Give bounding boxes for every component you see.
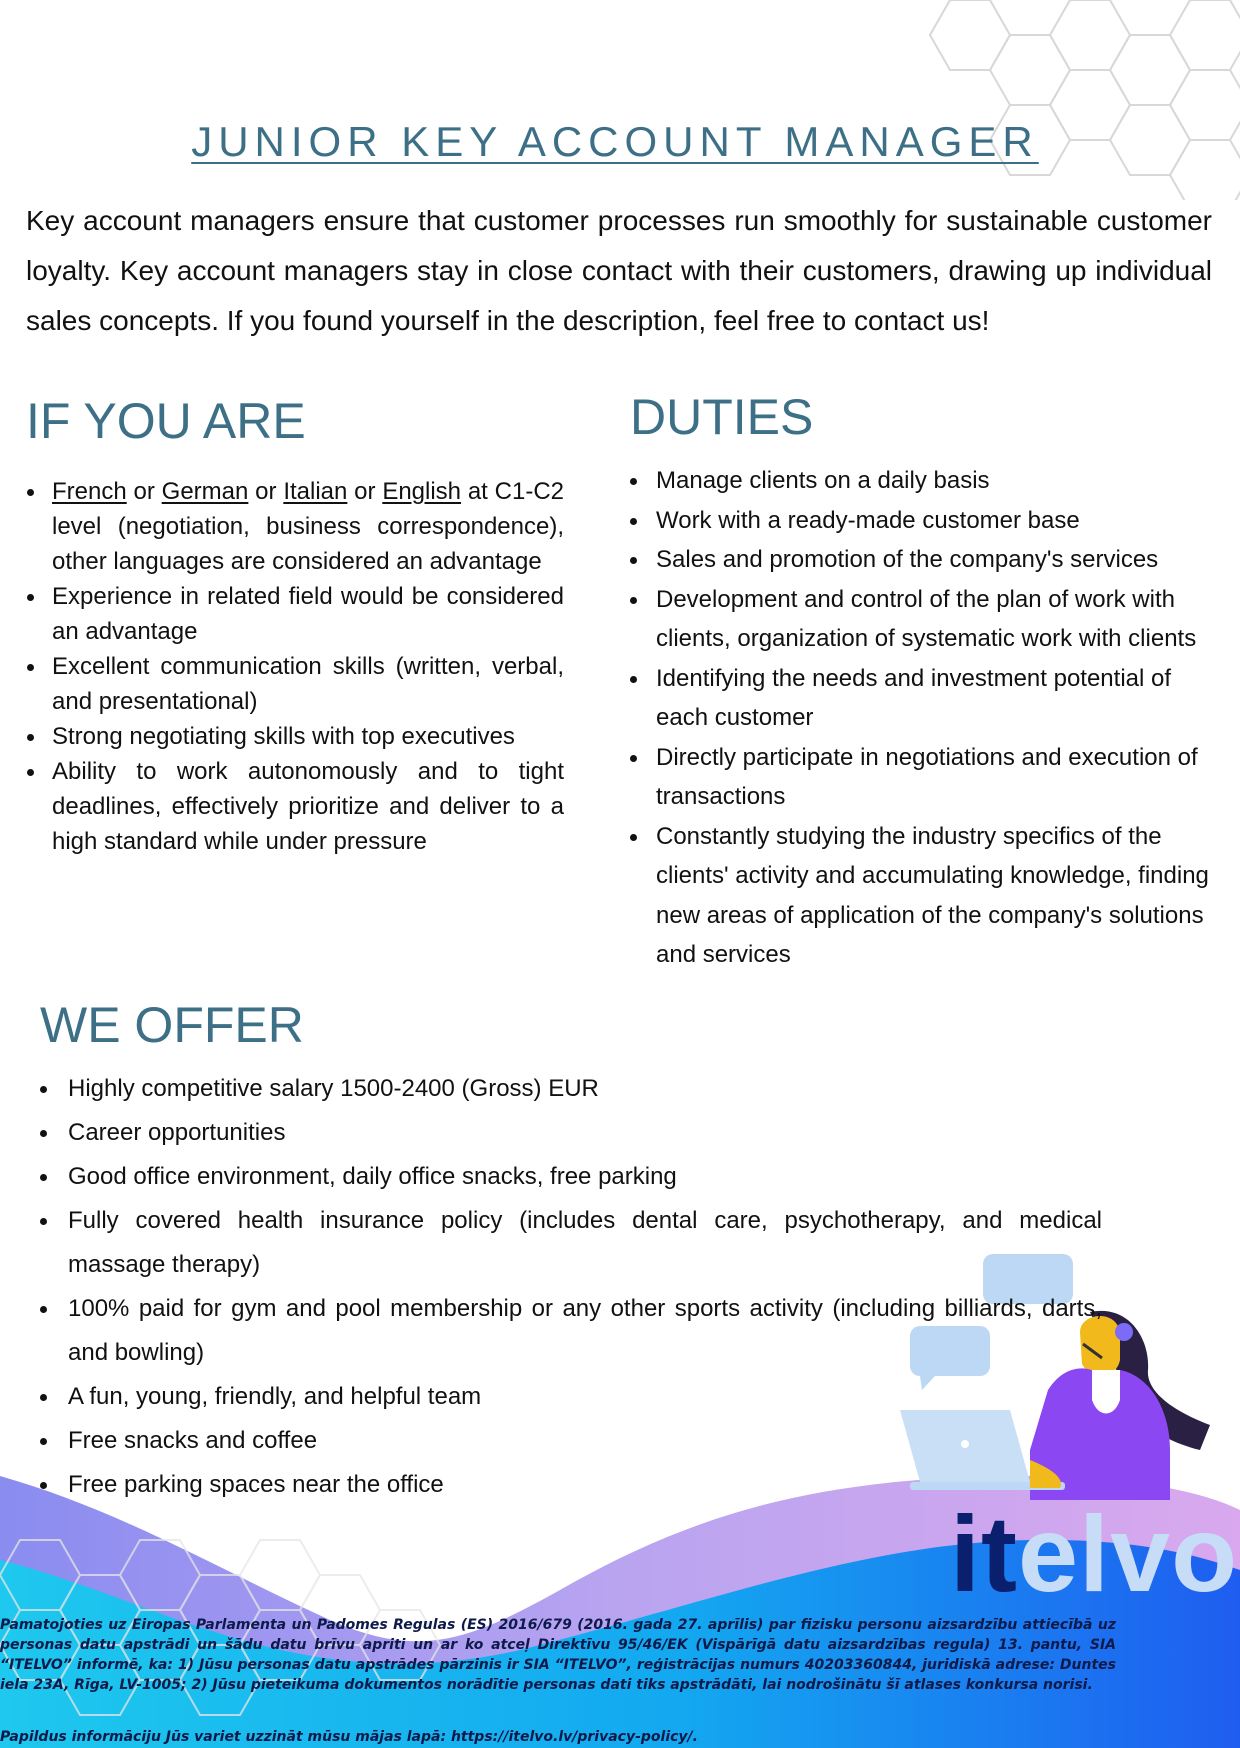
list-item: Manage clients on a daily basis [630,461,1216,501]
language-english: English [382,478,462,505]
page-title: JUNIOR KEY ACCOUNT MANAGER [191,118,1039,165]
list-item: Fully covered health insurance policy (includes dental care, psychotherapy, and medical massage therapy) [40,1199,1100,1287]
duties-heading: DUTIES [630,389,814,445]
list-item: Excellent communication skills (written, verbal, and presentational) [26,649,564,719]
privacy-policy-link-text: Papildus informāciju Jūs variet uzzināt mūsu mājas lapā: https://itelvo.lv/privacy-policy/. [0,1729,698,1745]
list-item: French or German or Italian or English at C1-C2 level (negotiation, business correspondence), other languages are considered an advantage [26,474,564,579]
if-you-are-heading: IF YOU ARE [26,393,306,449]
intro-paragraph: Key account managers ensure that customer processes run smoothly for sustainable customer loyalty. Key account managers stay in close contact with their customers, drawing up individual sales concepts. If you found yourself in the description, feel free to contact us! [26,205,1212,336]
list-item: Constantly studying the industry specifics of the clients' activity and accumulating knowledge, finding new areas of application of the company's solutions and services [630,817,1216,975]
list-item: Ability to work autonomously and to tight deadlines, effectively prioritize and deliver to a high standard while under pressure [26,754,564,859]
list-item: Directly participate in negotiations and execution of transactions [630,738,1216,817]
hexagon-pattern-decoration [910,0,1240,200]
list-item: A fun, young, friendly, and helpful team [40,1375,1100,1419]
list-item: Highly competitive salary 1500-2400 (Gross) EUR [40,1067,1100,1111]
list-item: Free snacks and coffee [40,1419,1100,1463]
privacy-notice: Pamatojoties uz Eiropas Parlamenta un Padomes Regulas (ES) 2016/679 (2016. gada 27. aprīlis) par fizisku personu aizsardzību attiecībā uz personas datu apstrādi un šādu datu brīvu apriti un ar ko atceļ Direktīvu 95/46/EK (Vispārīgā datu aizsardzības regula) 13. pantu, SIA “ITELVO” informē, ka: 1) Jūsu personas datu apstrādes pārzinis ir SIA “ITELVO”, reģistrācijas numurs 40203360844, juridiskā adrese: Duntes iela 23A, Rīga, LV-1005; 2) Jūsu pieteikuma dokumentos norādītie personas dati tiks apstrādāti, lai nodrošinātu šī atlases konkursa norisi. [0,1617,1116,1693]
list-item: Good office environment, daily office snacks, free parking [40,1155,1100,1199]
list-item: Development and control of the plan of work with clients, organization of systematic work with clients [630,580,1216,659]
we-offer-heading: WE OFFER [40,997,304,1053]
duties-list [630,461,1216,975]
language-german: German [161,478,249,505]
requirements-list [26,474,564,859]
list-item: Strong negotiating skills with top executives [26,719,564,754]
list-item: 100% paid for gym and pool membership or any other sports activity (including billiards, darts, and bowling) [40,1287,1100,1375]
benefits-list [40,1067,1100,1507]
language-french: French [52,478,127,505]
itelvo-logo: itelvo [950,1493,1239,1614]
list-item: Identifying the needs and investment potential of each customer [630,659,1216,738]
list-item: Work with a ready-made customer base [630,501,1216,541]
list-item: Sales and promotion of the company's services [630,540,1216,580]
list-item: Career opportunities [40,1111,1100,1155]
list-item: Experience in related field would be considered an advantage [26,579,564,649]
list-item: Free parking spaces near the office [40,1463,1100,1507]
language-italian: Italian [283,478,348,505]
